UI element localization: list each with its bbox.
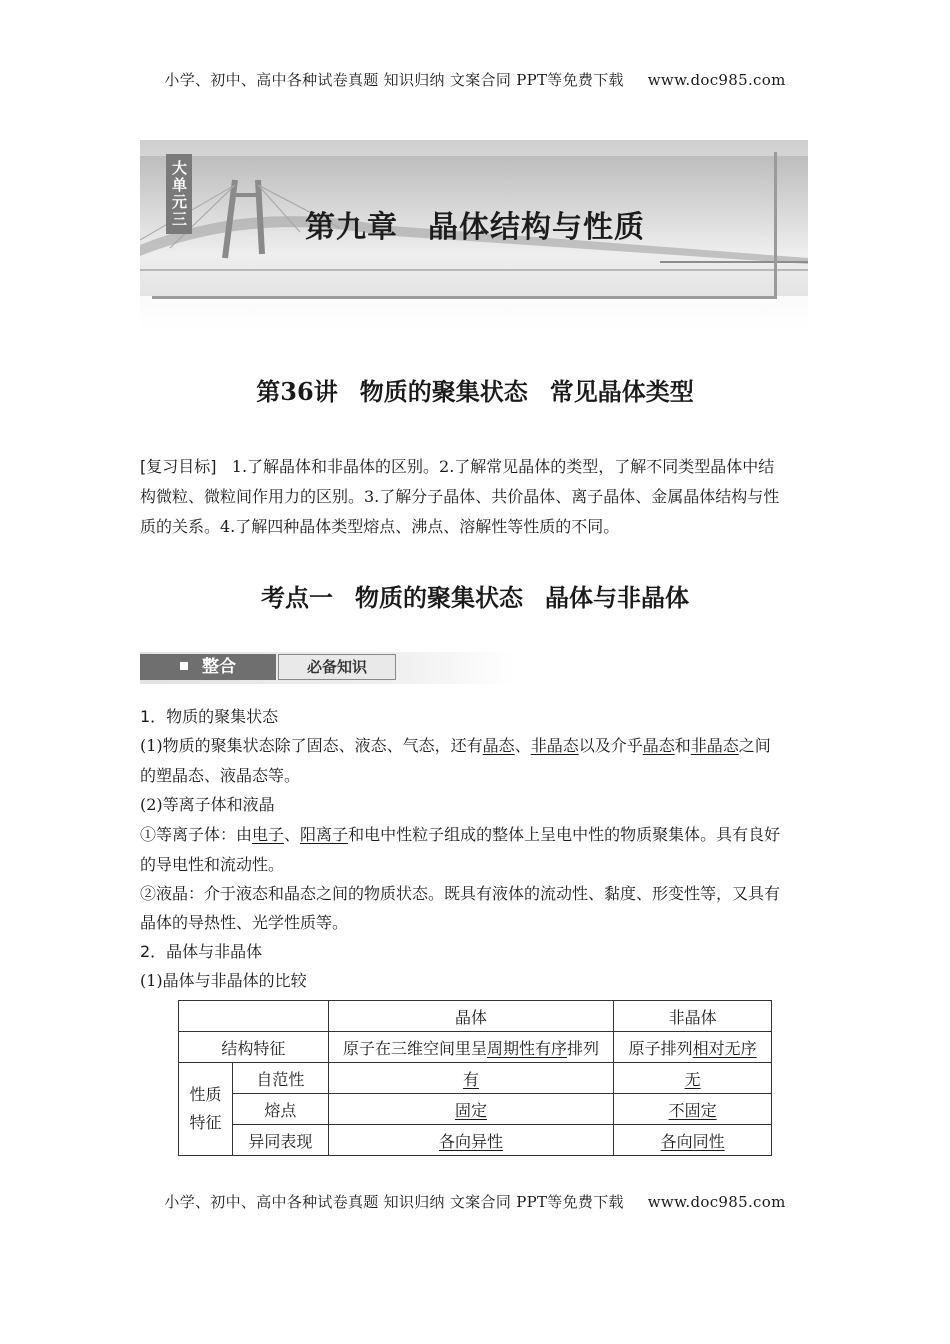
blank-answer: 非晶态	[690, 736, 739, 755]
text: (1)物质的聚集状态除了固态、液态、气态，还有	[140, 736, 483, 755]
table-row	[179, 1063, 772, 1094]
text: 特征	[189, 1113, 222, 1132]
review-goals	[140, 452, 810, 542]
blank-answer: 无	[684, 1069, 701, 1089]
text: 性质	[189, 1085, 222, 1104]
table-row	[179, 1125, 772, 1156]
text: 原子排列	[628, 1038, 693, 1058]
lecture-title	[0, 372, 950, 407]
lecture-title-b: 常见晶体类型	[549, 377, 694, 406]
subsection-2-title: 2．晶体与非晶体	[140, 942, 263, 961]
table-cell	[614, 1125, 772, 1156]
table-cell	[328, 1125, 613, 1156]
header-text: 小学、初中、高中各种试卷真题 知识归纳 文案合同 PPT等免费下载	[164, 71, 624, 89]
table-row-label: 异同表现	[232, 1125, 328, 1156]
text: 和电中性粒子组成的整体上呈电中性的物质聚集体。具有良好	[348, 825, 781, 844]
text: 、	[284, 825, 301, 844]
table-row-label: 结构特征	[179, 1032, 329, 1063]
unit-tag: 大单元三	[166, 154, 192, 234]
section-tab-bar	[140, 652, 516, 684]
blank-answer: 晶态	[642, 736, 675, 755]
chapter-banner	[140, 140, 808, 330]
tab-integrate	[140, 654, 276, 680]
blank-answer: 固定	[455, 1100, 488, 1120]
review-label: [复习目标]	[140, 457, 217, 476]
text: 排列	[567, 1038, 600, 1058]
table-group-label	[179, 1063, 233, 1156]
table-cell	[614, 1032, 772, 1063]
text: 以及介乎	[578, 736, 643, 755]
table-row	[179, 1032, 772, 1063]
text: 和	[674, 736, 691, 755]
review-line-3: 质的关系。4.了解四种晶体类型熔点、沸点、溶解性等性质的不同。	[140, 517, 620, 536]
chapter-name: 晶体结构与性质	[428, 210, 645, 245]
section-heading-b: 物质的聚集状态	[355, 584, 523, 612]
text: 之间	[738, 736, 771, 755]
paragraph-4-line-2: 晶体的导热性、光学性质等。	[140, 913, 349, 932]
blank-answer: 非晶态	[530, 736, 579, 755]
table-cell	[328, 1032, 613, 1063]
paragraph-3-line-1	[140, 820, 812, 850]
paragraph-3-line-2: 的导电性和流动性。	[140, 855, 285, 874]
page-footer	[0, 1191, 950, 1212]
text: 、	[514, 736, 531, 755]
text: 原子在三维空间里呈	[342, 1038, 487, 1058]
blank-answer: 不固定	[668, 1100, 717, 1120]
blank-answer: 有	[463, 1069, 480, 1089]
table-header-noncrystal: 非晶体	[614, 1001, 772, 1032]
table-header-crystal: 晶体	[328, 1001, 613, 1032]
section-heading	[0, 578, 950, 613]
table-row-label: 熔点	[232, 1094, 328, 1125]
table-cell	[328, 1063, 613, 1094]
table-row	[179, 1001, 772, 1032]
table-cell	[328, 1094, 613, 1125]
table-row	[179, 1094, 772, 1125]
tab-essential-knowledge: 必备知识	[278, 654, 396, 680]
text: ①等离子体：由	[140, 825, 253, 844]
blank-answer: 相对无序	[692, 1038, 757, 1058]
table-cell	[614, 1094, 772, 1125]
blank-answer: 电子	[252, 825, 285, 844]
paragraph-5: (1)晶体与非晶体的比较	[140, 971, 307, 990]
blank-answer: 各向异性	[439, 1131, 504, 1151]
blank-answer: 晶态	[482, 736, 515, 755]
table-cell-empty	[179, 1001, 329, 1032]
blank-answer: 周期性有序	[487, 1038, 568, 1058]
paragraph-1-line-2: 的塑晶态、液晶态等。	[140, 766, 301, 785]
blank-answer: 各向同性	[660, 1131, 725, 1151]
comparison-table	[178, 1000, 772, 1156]
footer-text: 小学、初中、高中各种试卷真题 知识归纳 文案合同 PPT等免费下载	[164, 1193, 624, 1211]
chapter-number: 第九章	[305, 210, 398, 245]
section-heading-c: 晶体与非晶体	[545, 584, 689, 612]
lecture-number: 第36讲	[256, 377, 338, 406]
paragraph-2: (2)等离子体和液晶	[140, 795, 275, 814]
paragraph-4-line-1: ②液晶：介于液态和晶态之间的物质状态。既具有液体的流动性、黏度、形变性等，又具有	[140, 884, 781, 903]
subsection-1-title: 1．物质的聚集状态	[140, 707, 279, 726]
page-header	[0, 69, 950, 90]
header-site: www.doc985.com	[647, 71, 786, 89]
review-line-1: 1.了解晶体和非晶体的区别。2.了解常见晶体的类型，了解不同类型晶体中结	[231, 457, 775, 476]
table-row-label: 自范性	[232, 1063, 328, 1094]
table-cell	[614, 1063, 772, 1094]
chapter-title	[305, 202, 645, 246]
section-heading-a: 考点一	[261, 584, 333, 612]
footer-site: www.doc985.com	[647, 1193, 786, 1211]
tab-integrate-label: 整合	[202, 657, 236, 677]
blank-answer: 阳离子	[300, 825, 349, 844]
lecture-title-a: 物质的聚集状态	[359, 377, 528, 406]
paragraph-1-line-1	[140, 731, 812, 761]
review-line-2: 构微粒、微粒间作用力的区别。3.了解分子晶体、共价晶体、离子晶体、金属晶体结构与性	[140, 487, 780, 506]
square-bullet-icon	[180, 662, 188, 670]
